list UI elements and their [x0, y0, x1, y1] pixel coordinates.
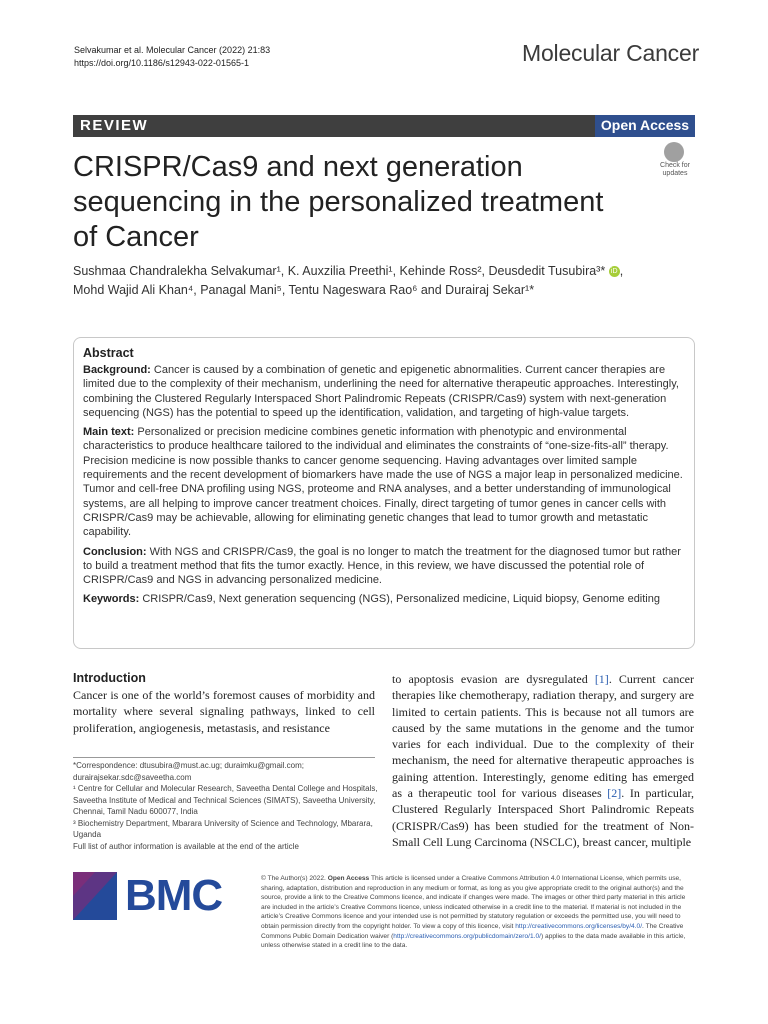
conclusion-label: Conclusion:: [83, 545, 147, 558]
check-updates-icon: [664, 142, 684, 162]
license-statement: [261, 874, 695, 951]
citation-link[interactable]: [2]: [607, 786, 622, 801]
authors-line-1: Sushmaa Chandralekha Selvakumar¹, K. Auxzilia Preethi¹, Kehinde Ross², Deusdedit Tusubira³*: [73, 264, 606, 278]
main-text: Personalized or precision medicine combines genetic information with phenotypic and environmental characteristics to produce healthcare tailored to the individual and eliminates the constraints of “one-size-fits-all” therapy. Precision medicine is now possible thanks to cancer genome sequencing. Having advantages over limited sample requirements and the recent development of biomarkers have made the use of NGS a major leap in personalized medicine. Tumor and cell-free DNA profiling using NGS, proteome and RNA analyses, and a better understanding of immunological systems, are all helping to improve cancer treatment choices. Finally, direct targeting of tumor genes in cancer cells with CRISPR/Cas9 may be achievable, allowing for eliminating genetic changes that lead to tumor growth and metastatic capability.: [83, 426, 683, 539]
abstract-keywords: [83, 592, 685, 606]
article-type-label: REVIEW: [80, 117, 149, 134]
main-text-label: Main text:: [83, 426, 135, 439]
bmc-logo-text: BMC: [125, 871, 223, 920]
article-type-bar: [73, 115, 695, 137]
body-text: to apoptosis evasion are dysregulated: [392, 672, 595, 686]
article-title: CRISPR/Cas9 and next generation sequencing in the personalized treatment of Cancer: [73, 151, 604, 253]
authors-line-2: Mohd Wajid Ali Khan⁴, Panagal Mani⁵, Tentu Nageswara Rao⁶ and Durairaj Sekar¹*: [73, 283, 535, 297]
footnotes: [73, 760, 378, 852]
affiliation: ¹ Centre for Cellular and Molecular Research, Saveetha Dental College and Hospitals, Saveetha Institute of Medical and Technical Sciences (SIMATS), Saveetha University, Chennai, Tamil Nadu 600077, India: [73, 784, 378, 816]
open-access-badge: Open Access: [595, 115, 695, 137]
abstract-conclusion: [83, 545, 685, 588]
check-for-updates-button[interactable]: [655, 142, 695, 180]
check-updates-label: Check for updates: [660, 162, 690, 177]
bmc-logo: [73, 871, 223, 920]
citation-line: Selvakumar et al. Molecular Cancer (2022) 21:83: [74, 45, 271, 55]
affiliation: ³ Biochemistry Department, Mbarara University of Science and Technology, Mbarara, Uganda: [73, 818, 373, 839]
correspondence: *Correspondence: dtusubira@must.ac.ug; duraimku@gmail.com; durairajsekar.sdc@saveetha.com: [73, 761, 305, 782]
body-column-right: [392, 671, 694, 850]
abstract-box: [73, 337, 695, 649]
doi-link[interactable]: https://doi.org/10.1186/s12943-022-01565-1: [74, 58, 249, 68]
abstract-background: [83, 363, 685, 420]
full-author-info-note: Full list of author information is available at the end of the article: [73, 841, 299, 851]
license-text: This article is licensed under a Creative Commons Attribution 4.0 International License, which permits use, sharing, adaptation, distribution and reproduction in any medium or format, as long as you give appropriate credit to the original author(s) and the source, provide a link to the Creative Commons licence, and indicate if changes were made. The images or other third party material in this article are included in the article’s Creative Commons licence, unless indicated otherwise in a credit line to the material. If material is not included in the article’s Creative Commons licence and your intended use is not permitted by statutory regulation or exceeds the permitted use, you will need to obtain permission directly from the copyright holder. To view a copy of this licence, visit: [261, 875, 686, 930]
bmc-logo-icon: [73, 872, 117, 920]
background-text: Cancer is caused by a combination of genetic and epigenetic abnormalities. Current cancer therapies are limited due to the complexity of their mechanism, underlining the need for alternative therapeutic approaches. Interestingly, combining the Clustered Regularly Interspaced Short Palindromic Repeats (CRISPR/Cas9) system with next-generation sequencing (NGS) has the potential to speed up the identification, validation, and targeting of high-value targets.: [83, 364, 679, 419]
body-text: . Current cancer therapies like chemotherapy, radiation therapy, and surgery are limited to certain patients. This is because not all tumors are caused by the same mutations in the genome and the tumor varies for each individual. Due to the complexity of their mechanism, the need for alternative therapeutic approaches is gaining attention. Interestingly, genome editing has emerged as a therapeutic tool for various diseases: [392, 672, 694, 801]
body-column-left: Cancer is one of the world’s foremost causes of morbidity and mortality where several signaling pathways, linked to cell proliferation, angiogenesis, metastasis, and resistance: [73, 688, 375, 735]
footnote-divider: [73, 757, 375, 758]
citation-link[interactable]: [1]: [594, 672, 609, 686]
section-heading: Introduction: [73, 671, 146, 685]
abstract-heading: Abstract: [83, 346, 134, 360]
conclusion-text: With NGS and CRISPR/Cas9, the goal is no longer to match the treatment for the diagnosed tumor but rather to build a treatment method that fits the tumor exactly. Hence, in this review, we have discussed the potential role of CRISPR/Cas9 and NGS in advancing personalized medicine.: [83, 545, 681, 587]
copyright: © The Author(s) 2022.: [261, 875, 328, 882]
public-domain-link[interactable]: http://creativecommons.org/publicdomain/zero/1.0/: [393, 932, 541, 940]
license-link[interactable]: http://creativecommons.org/licenses/by/4.0/: [515, 922, 643, 930]
body-text: . In particular, Clustered Regularly Interspaced Short Palindromic Repeats (CRISPR/Cas9) has been studied for the treatment of Non-Small Cell Lung Carcinoma (NSCLC), breast cancer, multiple: [392, 786, 694, 849]
abstract-main: [83, 425, 685, 539]
license-text: . The Creative Commons Public Domain Dedication waiver (: [261, 922, 684, 940]
keywords-label: Keywords:: [83, 593, 140, 606]
orcid-icon[interactable]: iD: [609, 266, 620, 277]
license-text: ) applies to the data made available in this article, unless otherwise stated in a credit line to the data.: [261, 932, 686, 950]
background-label: Background:: [83, 364, 151, 376]
license-oa-label: Open Access: [327, 875, 370, 882]
author-list: Sushmaa Chandralekha Selvakumar¹, K. Auxzilia Preethi¹, Kehinde Ross², Deusdedit Tusubira³* iD , Mohd Wajid Ali Khan⁴, Panagal Mani⁵, Tentu Nageswara Rao⁶ and Durairaj Sekar¹*: [73, 264, 624, 297]
journal-name: Molecular Cancer: [522, 40, 700, 66]
keywords-text: CRISPR/Cas9, Next generation sequencing (NGS), Personalized medicine, Liquid biopsy, Genome editing: [142, 593, 660, 606]
